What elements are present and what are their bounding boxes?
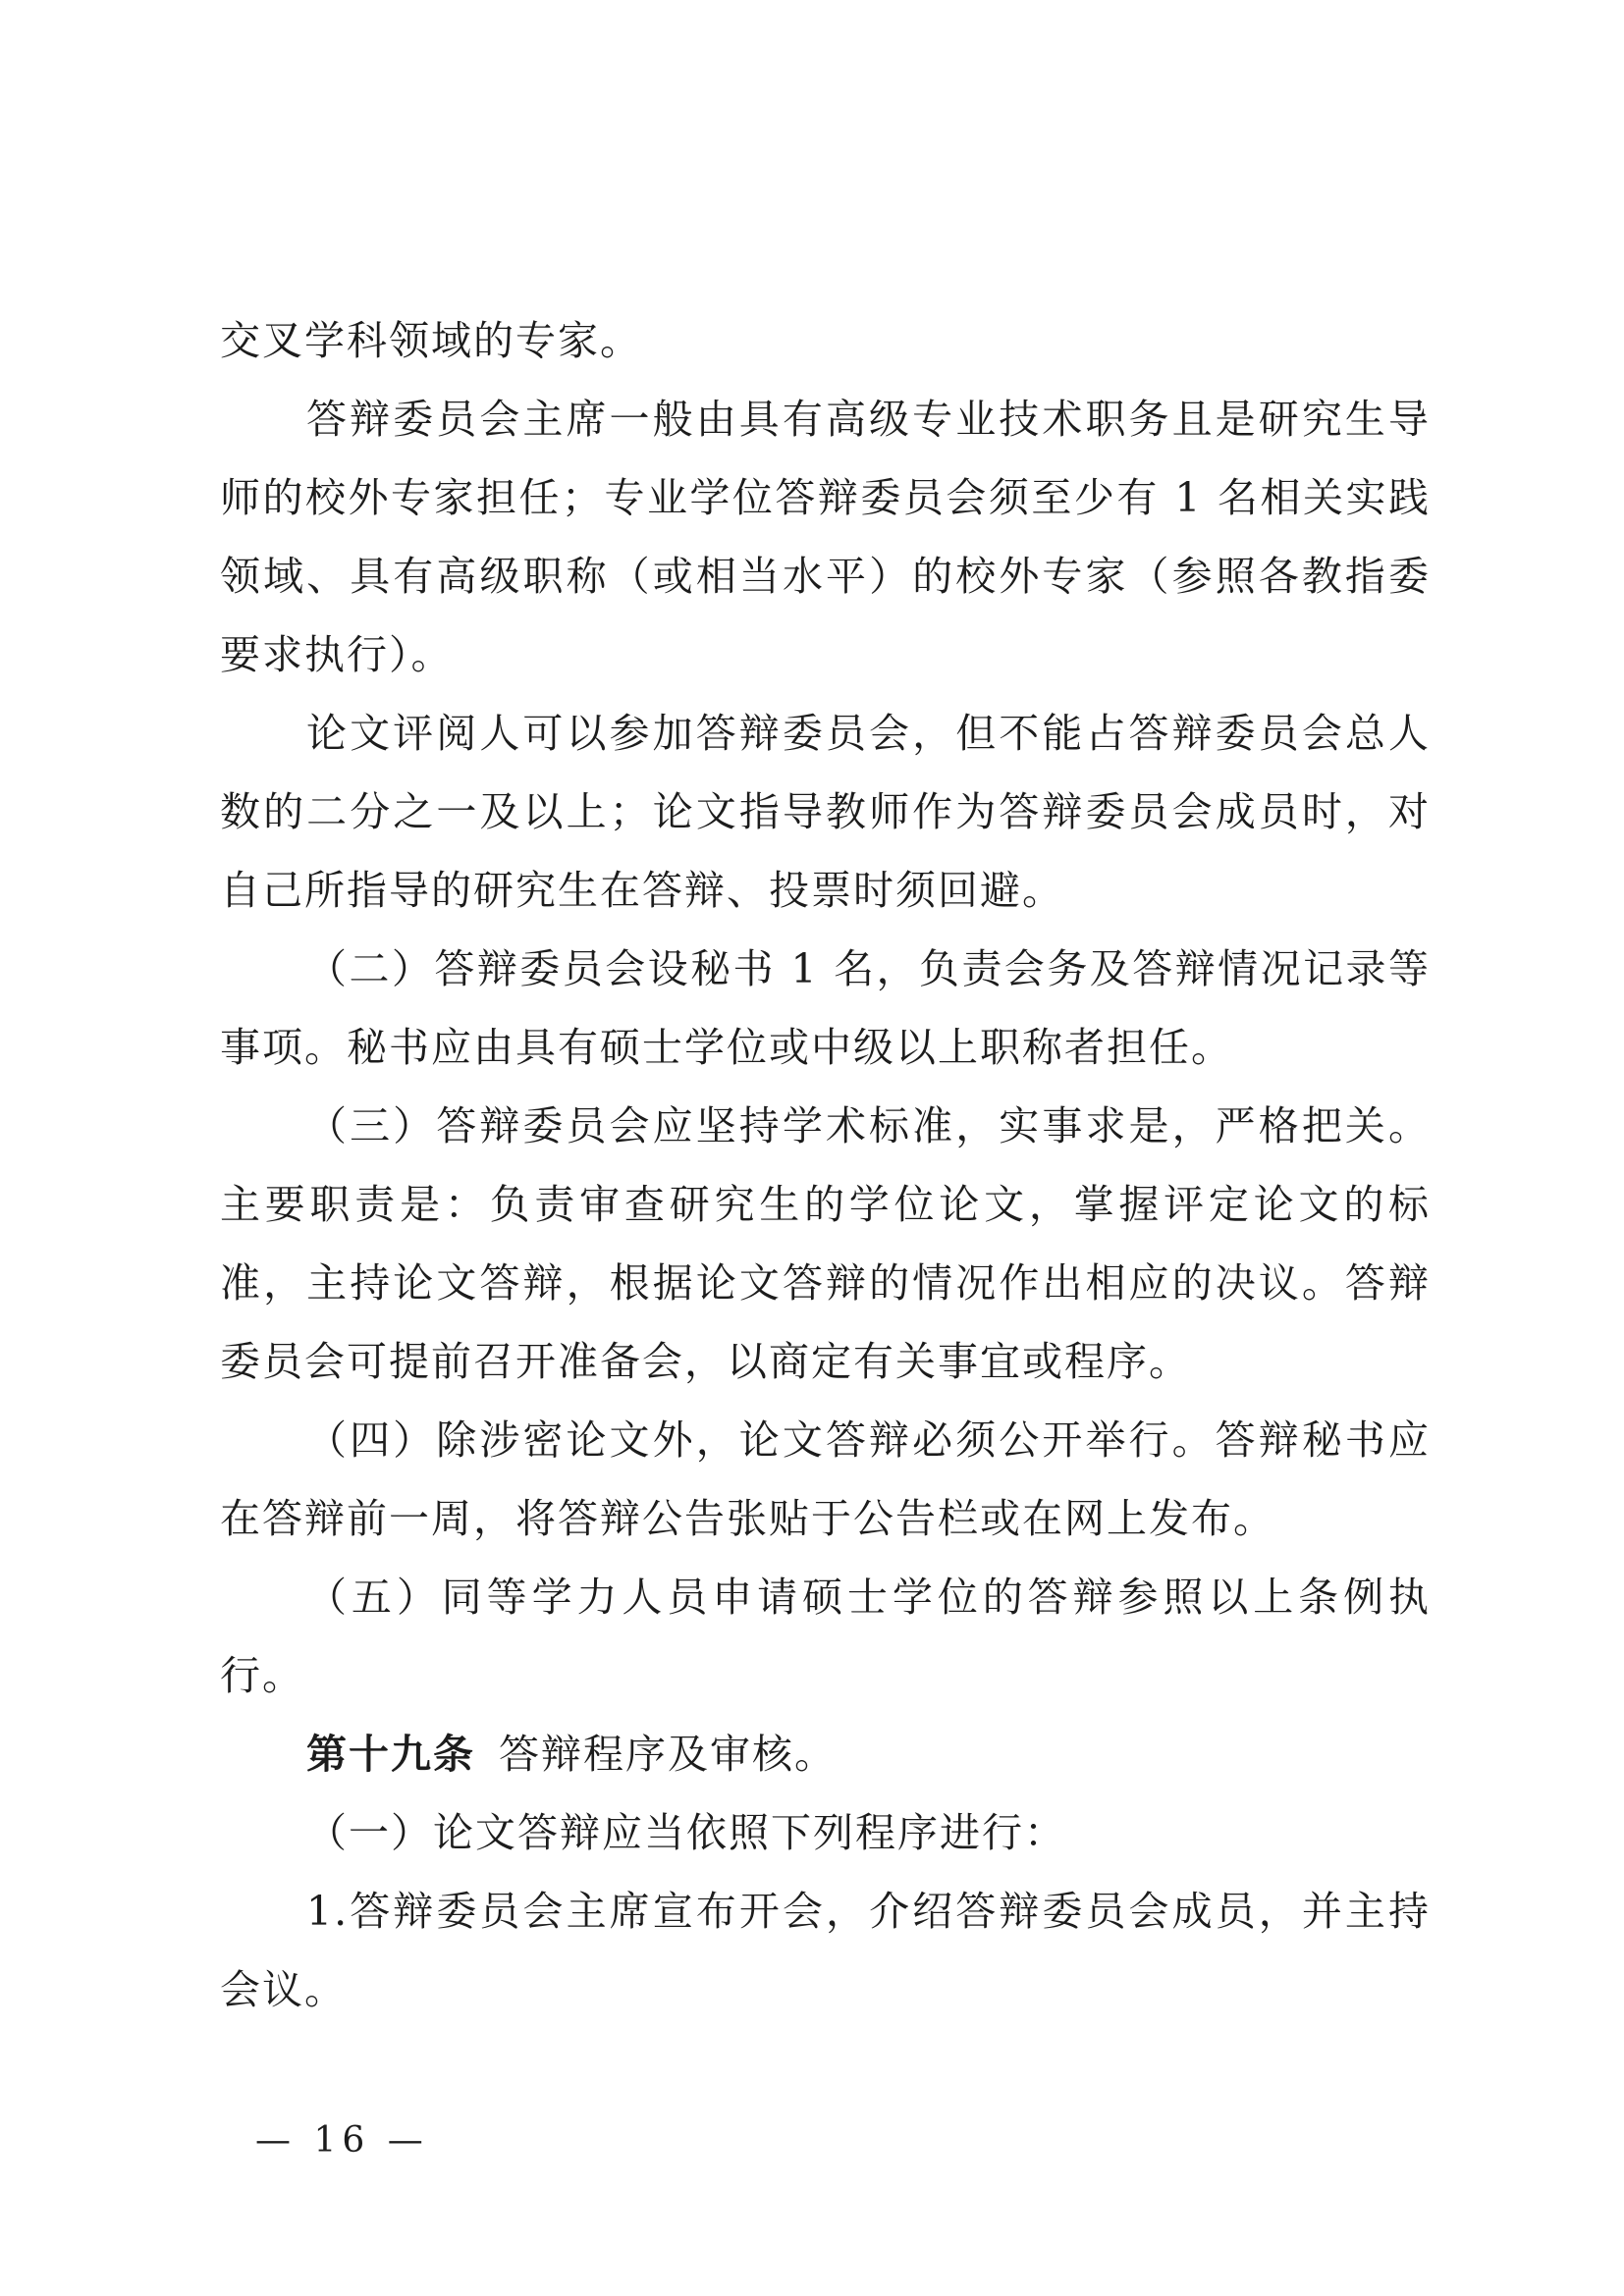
page-number: — 16 — bbox=[255, 2120, 429, 2161]
article-title: 答辩程序及审核。 bbox=[499, 1731, 837, 1778]
paragraph-committee-duties: （三）答辩委员会应坚持学术标准，实事求是，严格把关。主要职责是：负责审查研究生的学位论文，掌握评定论文的标准，主持论文答辩，根据论文答辩的情况作出相应的决议。答辩委员会可提前召开准备会，以商定有关事宜或程序。 bbox=[220, 1102, 1431, 1385]
paragraph-procedure-step-1: 1.答辩委员会主席宣布开会，介绍答辩委员会成员，并主持会议。 bbox=[220, 1888, 1431, 2013]
body-text bbox=[220, 301, 1431, 2029]
paragraph-defense-procedure: （一）论文答辩应当依照下列程序进行： bbox=[306, 1809, 1066, 1856]
paragraph-public-defense: （四）除涉密论文外，论文答辩必须公开举行。答辩秘书应在答辩前一周，将答辩公告张贴于公告栏或在网上发布。 bbox=[220, 1416, 1431, 1542]
paragraph-reviewers: 论文评阅人可以参加答辩委员会，但不能占答辩委员会总人数的二分之一及以上；论文指导教师作为答辩委员会成员时，对自己所指导的研究生在答辩、投票时须回避。 bbox=[220, 710, 1431, 914]
paragraph-continuation: 交叉学科领域的专家。 bbox=[220, 317, 642, 364]
paragraph-secretary: （二）答辩委员会设秘书 1 名，负责会务及答辩情况记录等事项。秘书应由具有硕士学位或中级以上职称者担任。 bbox=[220, 945, 1431, 1071]
paragraph-committee-chair: 答辩委员会主席一般由具有高级专业技术职务且是研究生导师的校外专家担任；专业学位答辩委员会须至少有 1 名相关实践领域、具有高级职称（或相当水平）的校外专家（参照各教指委要求执行）。 bbox=[220, 396, 1431, 678]
paragraph-equivalent-education: （五）同等学力人员申请硕士学位的答辩参照以上条例执行。 bbox=[220, 1574, 1431, 1699]
article-heading: 第十九条 bbox=[306, 1731, 475, 1778]
article-19 bbox=[220, 1715, 1431, 1793]
